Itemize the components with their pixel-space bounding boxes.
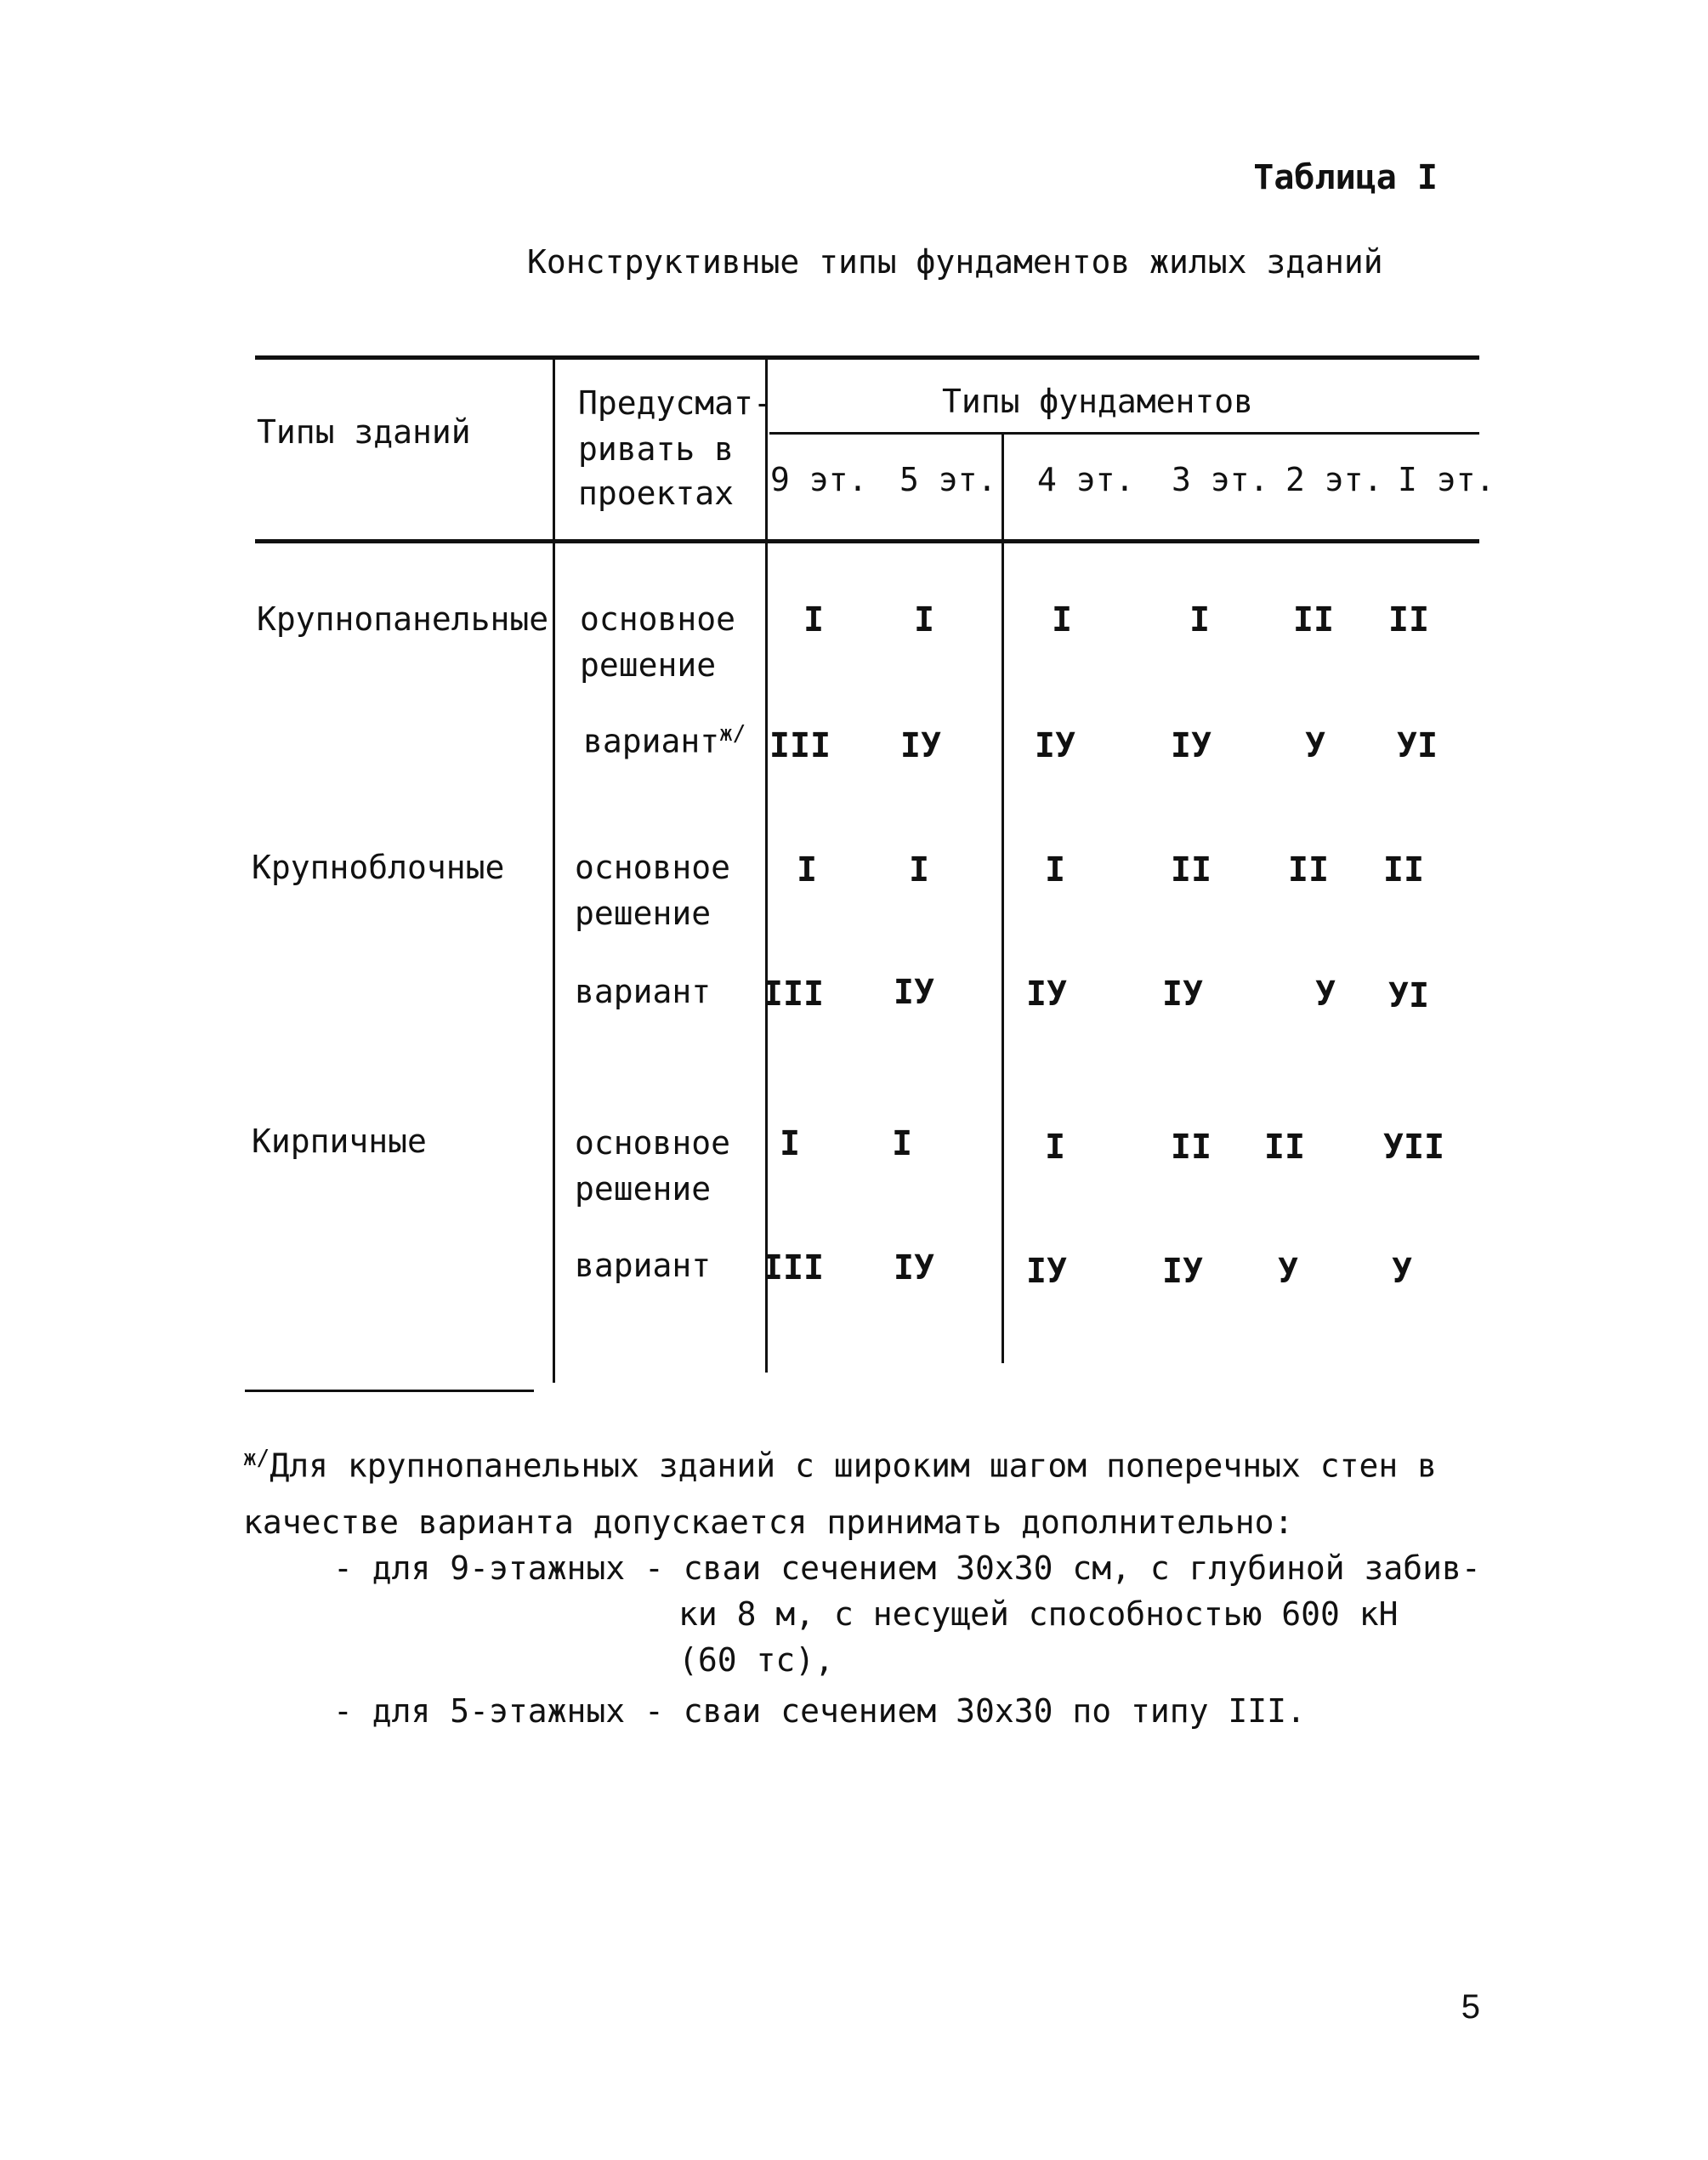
row-variant-value: IУ xyxy=(899,726,942,765)
row-variant-value: У xyxy=(1391,1252,1413,1291)
row-main-value: I xyxy=(891,1124,913,1163)
found-header-rule xyxy=(769,432,1479,435)
footnote-line-6: - для 5-этажных - сваи сечением 30х30 по типу III. xyxy=(333,1692,1306,1730)
row-variant-value: IУ xyxy=(1161,975,1204,1014)
header-floor-5: 5 эт. xyxy=(899,461,997,498)
row-main-value: II xyxy=(1170,850,1212,890)
row-variant-value: У xyxy=(1277,1252,1299,1291)
row-variant-value: III xyxy=(762,975,825,1014)
row-main-value: I xyxy=(1189,600,1211,639)
row-main-value: I xyxy=(1044,1128,1066,1167)
header-floor-3: 3 эт. xyxy=(1172,461,1269,498)
row-main-value: I xyxy=(913,600,935,639)
row-variant-value: УI xyxy=(1396,726,1438,765)
page-number: 5 xyxy=(1461,1988,1480,2026)
row-variant-label: вариант xyxy=(575,973,712,1010)
row-main-label-2: решение xyxy=(580,646,717,684)
table-label: Таблица I xyxy=(1253,158,1438,197)
footnote-mark: ж/ xyxy=(243,1446,270,1471)
row-variant-value: IУ xyxy=(893,973,935,1012)
row-main-value: II xyxy=(1263,1128,1306,1167)
row-variant-value: У xyxy=(1304,726,1326,765)
row-main-label-1: основное xyxy=(575,1124,731,1162)
header-floor-4: 4 эт. xyxy=(1037,461,1135,498)
row-main-value: I xyxy=(803,600,825,639)
col-divider-2 xyxy=(765,355,768,1373)
header-floor-9: 9 эт. xyxy=(770,461,868,498)
header-foundation-types: Типы фундаментов xyxy=(942,383,1254,420)
table-bottom-rule xyxy=(245,1390,534,1392)
row-variant-value: УI xyxy=(1387,976,1430,1015)
header-building-types: Типы зданий xyxy=(257,413,471,451)
header-provide-line2: ривать в xyxy=(578,430,735,468)
col-divider-3 xyxy=(1002,432,1004,1363)
row-variant-value: IУ xyxy=(1034,726,1076,765)
header-floor-1: I эт. xyxy=(1398,461,1495,498)
header-floor-2: 2 эт. xyxy=(1285,461,1383,498)
footnote-line-5: (60 тс), xyxy=(678,1641,835,1679)
row-main-label-2: решение xyxy=(575,895,712,932)
row-main-label-2: решение xyxy=(575,1170,712,1208)
footnote-line-1 xyxy=(243,1446,1437,1485)
row-type: Крупноблочные xyxy=(252,849,505,886)
row-variant-label xyxy=(583,721,746,760)
row-main-value: II xyxy=(1170,1128,1212,1167)
header-provide-line3: проектах xyxy=(578,475,735,512)
table-caption: Конструктивные типы фундаментов жилых зданий xyxy=(527,243,1383,281)
row-main-value: II xyxy=(1287,850,1330,890)
row-type: Кирпичные xyxy=(252,1123,427,1160)
row-variant-value: IУ xyxy=(1170,726,1212,765)
row-main-value: II xyxy=(1382,850,1425,890)
row-variant-value: III xyxy=(762,1248,825,1287)
header-bottom-rule xyxy=(255,539,1479,543)
footnote-line-3: - для 9-этажных - сваи сечением 30х30 см, с глубиной забив- xyxy=(333,1549,1481,1587)
row-type: Крупнопанельные xyxy=(257,600,549,638)
row-main-label-1: основное xyxy=(580,600,736,638)
row-variant-value: IУ xyxy=(893,1248,935,1287)
row-main-value: I xyxy=(1051,600,1073,639)
footnote-line-2: качестве варианта допускается принимать дополнительно: xyxy=(243,1503,1294,1541)
table-top-rule xyxy=(255,355,1479,360)
header-provide-line1: Предусмат- xyxy=(578,384,773,422)
footnote-line-4: ки 8 м, с несущей способностью 600 кН xyxy=(678,1595,1399,1633)
row-variant-value: IУ xyxy=(1025,975,1068,1014)
row-main-value: УII xyxy=(1382,1128,1445,1167)
row-variant-value: IУ xyxy=(1161,1252,1204,1291)
row-variant-value: III xyxy=(769,726,831,765)
row-main-value: II xyxy=(1292,600,1335,639)
row-variant-value: IУ xyxy=(1025,1252,1068,1291)
footnote-mark: ж/ xyxy=(719,721,746,747)
row-main-label-1: основное xyxy=(575,849,731,886)
row-variant-label: вариант xyxy=(575,1247,712,1284)
row-main-value: I xyxy=(1044,850,1066,890)
footnote-text: Для крупнопанельных зданий с широким шагом поперечных стен в xyxy=(270,1447,1437,1485)
row-variant-value: У xyxy=(1314,975,1336,1014)
row-main-value: I xyxy=(779,1124,801,1163)
row-main-value: I xyxy=(796,850,818,890)
row-main-value: I xyxy=(908,850,930,890)
col-divider-1 xyxy=(553,355,555,1383)
row-main-value: II xyxy=(1387,600,1430,639)
variant-label-text: вариант xyxy=(583,722,720,760)
